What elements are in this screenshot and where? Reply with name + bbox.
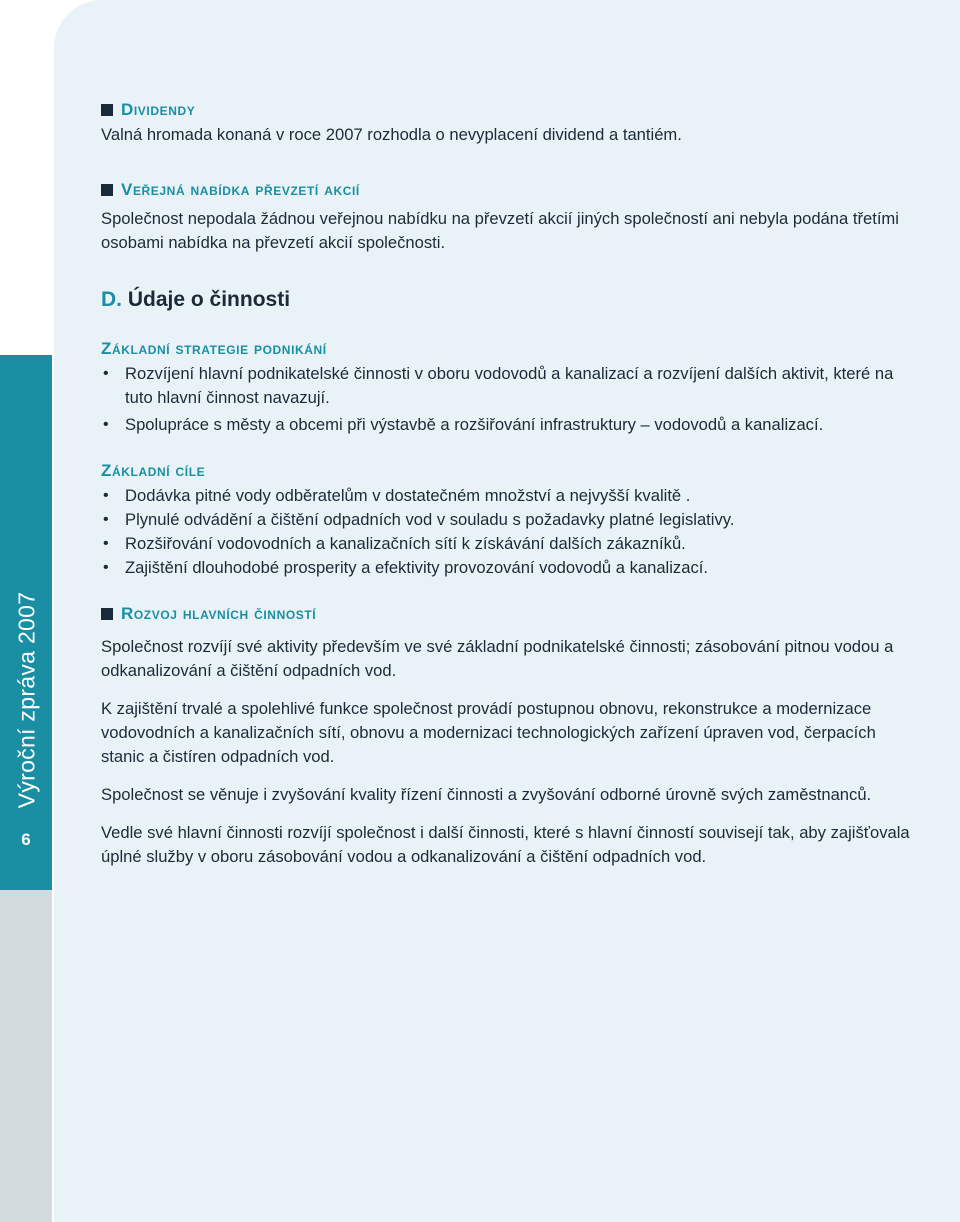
- heading-dividends: Dividendy: [101, 97, 913, 123]
- square-bullet-icon: [101, 184, 113, 196]
- strategy-list: [101, 362, 913, 437]
- list-item: • Spolupráce s městy a obcemi při výstavbě a rozšiřování infrastruktury – vodovodů a kanalizací.: [101, 413, 913, 437]
- heading-goals: Základní cíle: [101, 461, 206, 480]
- square-bullet-icon: [101, 104, 113, 116]
- list-item: • Plynulé odvádění a čištění odpadních vod v souladu s požadavky platné legislativy.: [101, 508, 913, 532]
- goals-list: [101, 484, 913, 580]
- list-item: • Rozvíjení hlavní podnikatelské činnosti v oboru vodovodů a kanalizací a rozvíjení dalších aktivit, které na tuto hlavní činnost navazují.: [101, 362, 913, 410]
- main-content: [101, 97, 913, 869]
- part-letter: D.: [101, 288, 122, 311]
- development-paragraph: Vedle své hlavní činnosti rozvíjí společnost i další činnosti, které s hlavní činností souvisejí tak, aby zajišťovala úplné služby v oboru zásobování vodou a odkanalizování a čištění odpadních vod.: [101, 823, 910, 866]
- part-d-title: [101, 285, 913, 315]
- takeover-text: Společnost nepodala žádnou veřejnou nabídku na převzetí akcií jiných společností ani nebyla podána třetími osobami nabídka na převzetí akcií společnosti.: [101, 209, 899, 252]
- development-paragraph: K zajištění trvalé a spolehlivé funkce společnost provádí postupnou obnovu, rekonstrukce a modernizace vodovodních a kanalizačních sítí, obnovu a modernizaci technologických zařízení úpraven vod, čerpacích stanic a čistíren odpadních vod.: [101, 699, 876, 766]
- page-number: 6: [21, 830, 31, 849]
- development-paragraph: Společnost se věnuje i zvyšování kvality řízení činnosti a zvyšování odborné úrovně svých zaměstnanců.: [101, 785, 872, 804]
- square-bullet-icon: [101, 608, 113, 620]
- development-paragraph: Společnost rozvíjí své aktivity především ve své základní podnikatelské činnosti; zásobování pitnou vodou a odkanalizování a čištění odpadních vod.: [101, 637, 894, 680]
- heading-takeover: Veřejná nabídka převzetí akcií: [101, 177, 913, 203]
- report-title-vertical: Výroční zpráva 2007: [13, 591, 40, 809]
- list-item: • Rozšiřování vodovodních a kanalizačních sítí k získávání dalších zákazníků.: [101, 532, 913, 556]
- heading-strategy: Základní strategie podnikání: [101, 339, 327, 358]
- dividends-text: Valná hromada konaná v roce 2007 rozhodla o nevyplacení dividend a tantiém.: [101, 125, 682, 144]
- part-title-text: Údaje o činnosti: [127, 288, 291, 311]
- list-item: • Dodávka pitné vody odběratelům v dostatečném množství a nejvyšší kvalitě .: [101, 484, 913, 508]
- list-item: • Zajištění dlouhodobé prosperity a efektivity provozování vodovodů a kanalizací.: [101, 556, 913, 580]
- heading-development: Rozvoj hlavních činností: [101, 601, 913, 627]
